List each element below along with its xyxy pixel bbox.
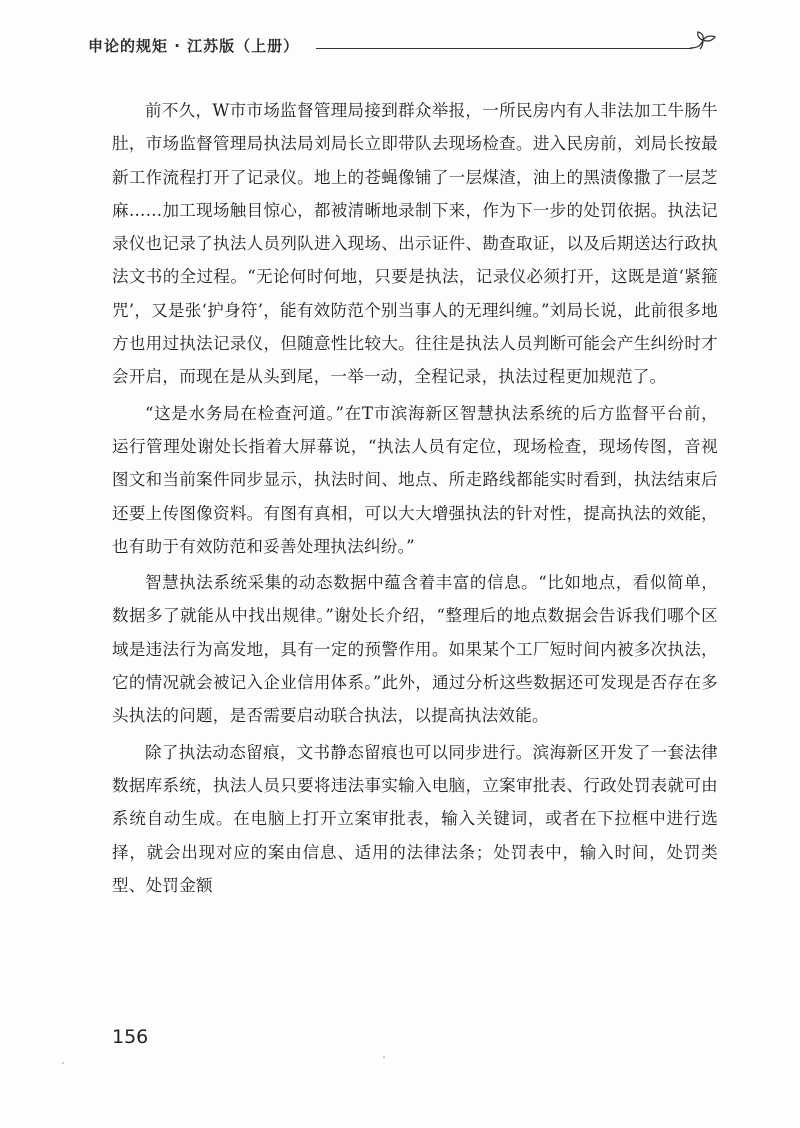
scan-speck [383, 1056, 385, 1058]
sprout-icon [688, 30, 718, 58]
paragraph: 智慧执法系统采集的动态数据中蕴含着丰富的信息。“比如地点，看似简单，数据多了就能从中找出规律。”谢处长介绍，“整理后的地点数据会告诉我们哪个区域是违法行为高发地，具有一定的预警作用。如果某个工厂短时间内被多次执法，它的情况就会被记入企业信用体系。”此外，通过分析这些数据还可发现是否存在多头执法的问题，是否需要启动联合执法，以提高执法效能。 [112, 573, 718, 726]
running-header [88, 30, 718, 60]
header-rule [316, 48, 692, 49]
page-number: 156 [112, 1026, 149, 1048]
paragraph: “这是水务局在检查河道。”在T市滨海新区智慧执法系统的后方监督平台前，运行管理处谢处长指着大屏幕说，“执法人员有定位，现场检查，现场传图，音视图文和当前案件同步显示，执法时间、地点、所走路线都能实时看到，执法结束后还要上传图像资料。有图有真相，可以大大增强执法的针对性，提高执法的效能，也有助于有效防范和妥善处理执法纠纷。” [112, 403, 718, 556]
scan-speck [62, 1062, 64, 1064]
paragraph: 前不久，W市市场监督管理局接到群众举报，一所民房内有人非法加工牛肠牛肚，市场监督管理局执法局刘局长立即带队去现场检查。进入民房前，刘局长按最新工作流程打开了记录仪。地上的苍蝇像铺了一层煤渣，油上的黑渍像撒了一层芝麻……加工现场触目惊心，都被清晰地录制下来，作为下一步的处罚依据。执法记录仪也记录了执法人员列队进入现场、出示证件、勘查取证，以及后期送达行政执法文书的全过程。“无论何时何地，只要是执法，记录仪必须打开，这既是道‘紧箍咒’，又是张‘护身符’，能有效防范个别当事人的无理纠缠。”刘局长说，此前很多地方也用过执法记录仪，但随意性比较大。往往是执法人员判断可能会产生纠纷时才会开启，而现在是从头到尾，一举一动，全程记录，执法过程更加规范了。 [112, 101, 718, 387]
main-text [112, 94, 718, 905]
paragraph: 除了执法动态留痕，文书静态留痕也可以同步进行。滨海新区开发了一套法律数据库系统，执法人员只要将违法事实输入电脑，立案审批表、行政处罚表就可由系统自动生成。在电脑上打开立案审批表，输入关键词，或者在下拉框中进行选择，就会出现对应的案由信息、适用的法律法条；处罚表中，输入时间，处罚类型、处罚金额 [112, 742, 718, 895]
book-title: 申论的规矩 · 江苏版（上册） [88, 37, 300, 55]
